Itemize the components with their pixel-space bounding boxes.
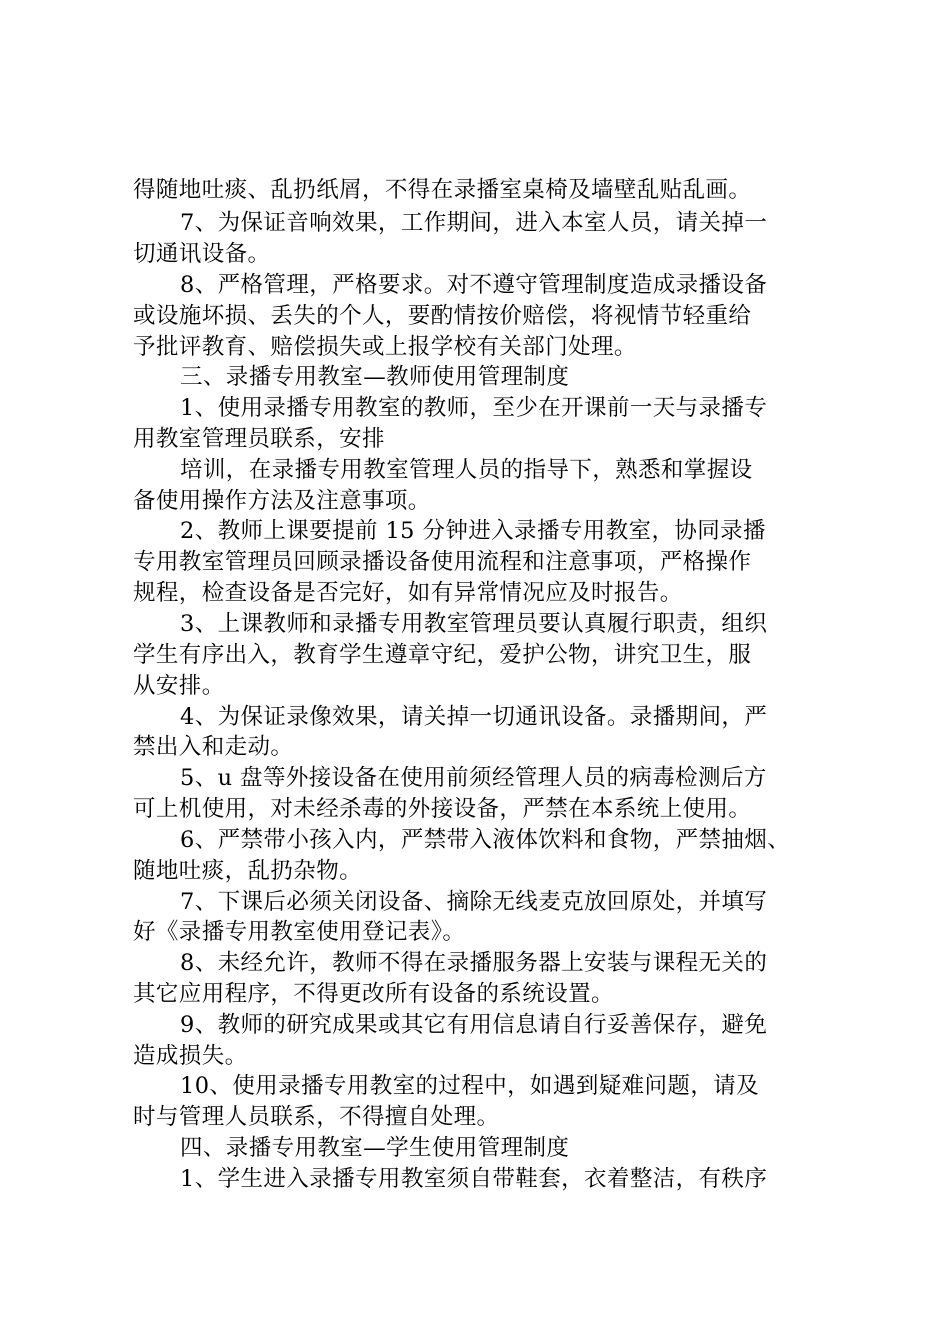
text-line: 1、学生进入录播专用教室须自带鞋套，衣着整洁，有秩序 (180, 1166, 768, 1192)
text-line: 予批评教育、赔偿损失或上报学校有关部门处理。 (133, 334, 637, 360)
text-line: 规程，检查设备是否完好，如有异常情况应及时报告。 (133, 580, 683, 606)
section-heading: 三、录播专用教室—教师使用管理制度 (180, 364, 570, 390)
text-line: 2、教师上课要提前 15 分钟进入录播专用教室，协同录播 (180, 518, 766, 544)
text-line: 8、严格管理，严格要求。对不遵守管理制度造成录播设备 (180, 272, 768, 298)
text-line: 切通讯设备。 (133, 241, 271, 267)
text-line: 8、未经允许，教师不得在录播服务器上安装与课程无关的 (180, 950, 768, 976)
text-line: 可上机使用，对未经杀毒的外接设备，严禁在本系统上使用。 (133, 796, 752, 822)
text-line: 好《录播专用教室使用登记表》。 (133, 919, 466, 945)
text-line: 或设施坏损、丢失的个人，要酌情按价赔偿，将视情节轻重给 (133, 303, 752, 329)
text-line: 从安排。 (133, 673, 225, 699)
text-line: 7、下课后必须关闭设备、摘除无线麦克放回原处，并填写 (180, 889, 768, 915)
text-line: 9、教师的研究成果或其它有用信息请自行妥善保存，避免 (180, 1012, 768, 1038)
section-heading: 四、录播专用教室—学生使用管理制度 (180, 1135, 570, 1161)
text-line: 4、为保证录像效果，请关掉一切通讯设备。录播期间，严 (180, 704, 768, 730)
text-line: 10、使用录播专用教室的过程中，如遇到疑难问题，请及 (180, 1073, 760, 1099)
text-line: 培训，在录播专用教室管理人员的指导下，熟悉和掌握设 (180, 457, 753, 483)
text-line: 3、上课教师和录播专用教室管理员要认真履行职责，组织 (180, 611, 768, 637)
text-line: 得随地吐痰、乱扔纸屑，不得在录播室桌椅及墙壁乱贴乱画。 (133, 177, 752, 203)
text-line: 备使用操作方法及注意事项。 (133, 488, 431, 514)
text-line: 其它应用程序，不得更改所有设备的系统设置。 (133, 981, 614, 1007)
text-line: 时与管理人员联系，不得擅自处理。 (133, 1104, 500, 1130)
text-line: 5、u 盘等外接设备在使用前须经管理人员的病毒检测后方 (180, 765, 767, 791)
text-line: 7、为保证音响效果，工作期间，进入本室人员，请关掉一 (180, 210, 768, 236)
text-line: 专用教室管理员回顾录播设备使用流程和注意事项，严格操作 (133, 549, 752, 575)
text-line: 用教室管理员联系，安排 (133, 426, 385, 452)
text-line: 1、使用录播专用教室的教师，至少在开课前一天与录播专 (180, 395, 768, 421)
text-line: 随地吐痰，乱扔杂物。 (133, 858, 363, 884)
text-line: 学生有序出入，教育学生遵章守纪，爱护公物，讲究卫生，服 (133, 642, 752, 668)
text-line: 禁出入和走动。 (133, 734, 294, 760)
text-line: 6、严禁带小孩入内，严禁带入液体饮料和食物，严禁抽烟、 (180, 827, 791, 853)
text-line: 造成损失。 (133, 1043, 248, 1069)
